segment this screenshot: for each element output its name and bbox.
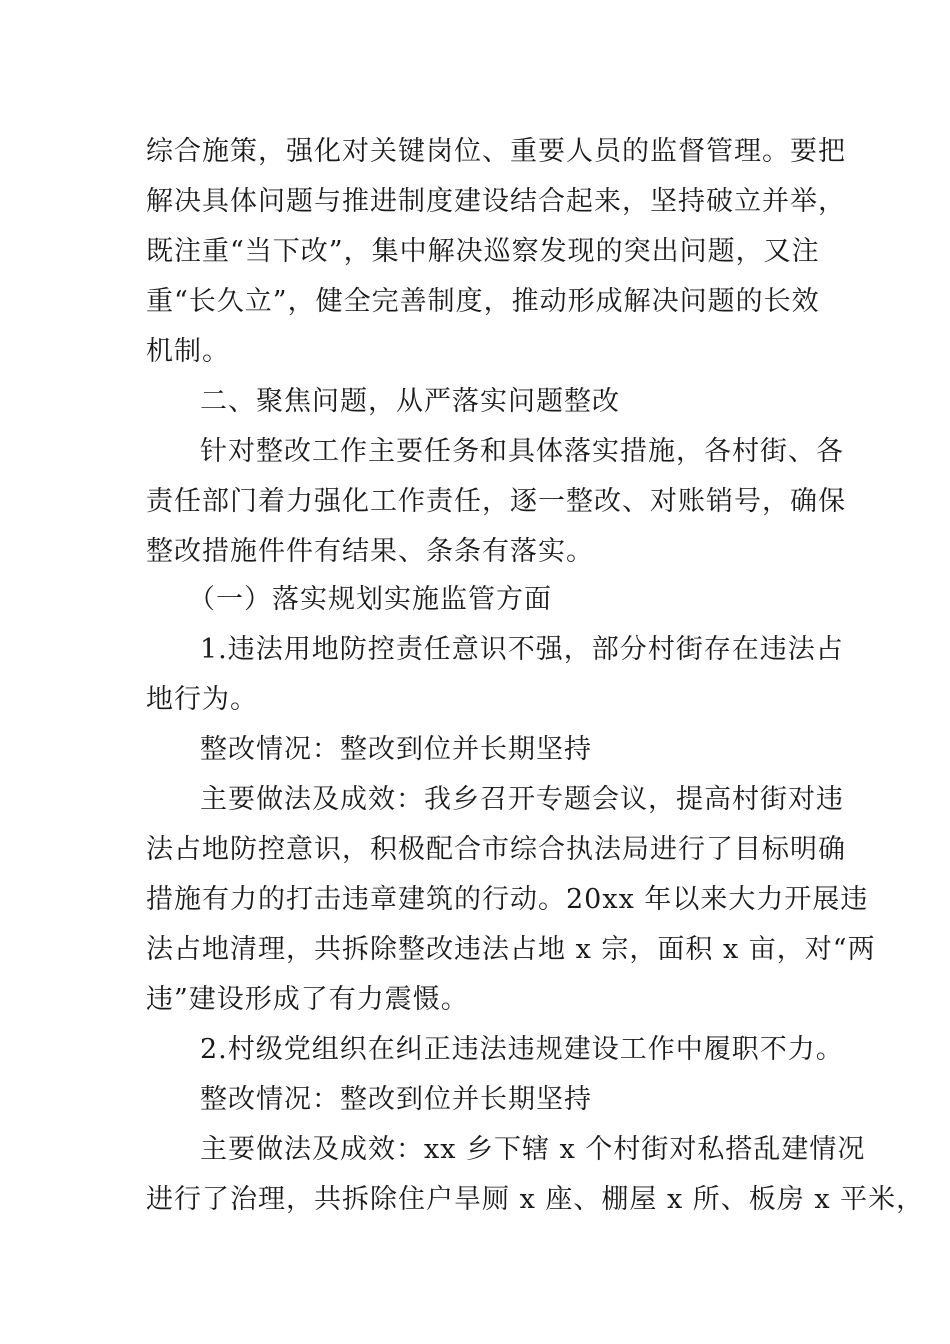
text-line: 既注重“当下改”，集中解决巡察发现的突出问题，又注	[146, 236, 820, 267]
text-line: 解决具体问题与推进制度建设结合起来，坚持破立并举，	[146, 186, 846, 217]
text-line: 进行了治理，共拆除住户旱厕 x 座、棚屋 x 所、板房 x 平米，	[146, 1184, 925, 1215]
text-line: 重“长久立”，健全完善制度，推动形成解决问题的长效	[146, 286, 820, 317]
text-line: 法占地清理，共拆除整改违法占地 x 宗，面积 x 亩，对“两	[146, 934, 876, 965]
section-heading: 二、聚焦问题，从严落实问题整改	[200, 386, 620, 417]
text-line: 地行为。	[146, 684, 258, 715]
text-line: 法占地防控意识，积极配合市综合执法局进行了目标明确	[146, 834, 846, 865]
text-line: 针对整改工作主要任务和具体落实措施，各村街、各	[200, 436, 844, 467]
text-line: 整改措施件件有结果、条条有落实。	[146, 536, 594, 567]
subsection-heading: （一）落实规划实施监管方面	[188, 584, 552, 615]
text-line: 违”建设形成了有力震慑。	[146, 984, 469, 1015]
text-line: 整改情况：整改到位并长期坚持	[200, 734, 592, 765]
text-line: 2.村级党组织在纠正违法违规建设工作中履职不力。	[200, 1034, 844, 1065]
text-line: 责任部门着力强化工作责任，逐一整改、对账销号，确保	[146, 486, 846, 517]
text-line: 措施有力的打击违章建筑的行动。20xx 年以来大力开展违	[146, 884, 869, 915]
text-line: 综合施策，强化对关键岗位、重要人员的监督管理。要把	[146, 136, 846, 167]
text-line: 主要做法及成效：我乡召开专题会议，提高村街对违	[200, 784, 844, 815]
text-line: 机制。	[146, 336, 230, 367]
text-line: 1.违法用地防控责任意识不强，部分村街存在违法占	[200, 634, 844, 665]
text-line: 主要做法及成效：xx 乡下辖 x 个村街对私搭乱建情况	[200, 1134, 866, 1165]
text-line: 整改情况：整改到位并长期坚持	[200, 1084, 592, 1115]
